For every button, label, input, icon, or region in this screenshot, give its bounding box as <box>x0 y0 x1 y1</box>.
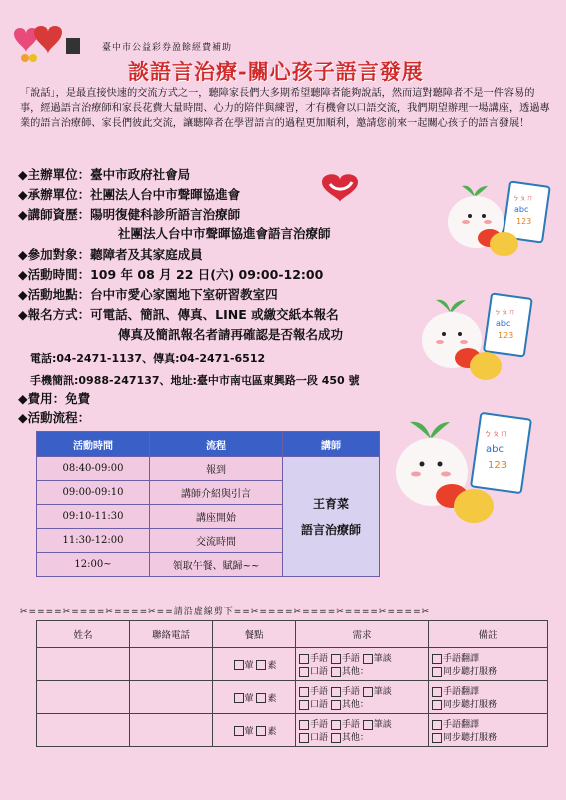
checkbox[interactable] <box>363 720 373 730</box>
meal-options <box>213 714 296 747</box>
notes-options <box>429 681 548 714</box>
notes-options <box>429 714 548 747</box>
checkbox[interactable] <box>432 700 442 710</box>
phone-field[interactable] <box>130 714 213 747</box>
checkbox[interactable] <box>432 654 442 664</box>
teacher-cell <box>283 457 380 577</box>
book-text: abc <box>514 205 529 214</box>
checkbox[interactable] <box>234 726 244 736</box>
note-label: 手語翻譯 <box>443 687 480 697</box>
checkbox[interactable] <box>363 654 373 664</box>
meal-veg-label: 素 <box>267 726 277 737</box>
schedule-item-cell: 交流時間 <box>150 529 283 553</box>
signup-line-1: ◆報名方式：可電話、簡訊、傳真、LINE 或繳交紙本報名 <box>18 307 339 322</box>
lecturer-line-1: ◆講師資歷：陽明復健科診所語言治療師 <box>18 207 241 222</box>
schedule-item-cell: 講座開始 <box>150 505 283 529</box>
checkbox[interactable] <box>331 654 341 664</box>
sms-address-line: 手機簡訊:0988-247137、地址:臺中市南屯區東興路一段 450 號 <box>30 374 360 387</box>
name-field[interactable] <box>37 714 130 747</box>
sponsor-text: 臺中市公益彩券盈餘經費補助 <box>102 43 233 53</box>
meal-meat-label: 葷 <box>244 726 254 737</box>
fee-line: ◆費用：免費 <box>18 391 91 406</box>
table-row <box>37 714 548 747</box>
cartoon-character-2 <box>416 290 536 394</box>
schedule-time-cell: 08:40-09:00 <box>37 457 150 481</box>
meal-options <box>213 681 296 714</box>
book-text: 123 <box>488 460 508 471</box>
place-line: ◆活動地點：台中市愛心家園地下室研習教室四 <box>18 287 278 302</box>
flow-line: ◆活動流程： <box>18 410 91 425</box>
checkbox[interactable] <box>299 720 309 730</box>
phone-line: 電話:04-2471-1137、傳真:04-2471-6512 <box>30 352 266 365</box>
phone-field[interactable] <box>130 648 213 681</box>
schedule-header-row <box>37 432 380 457</box>
checkbox[interactable] <box>234 693 244 703</box>
schedule-item-cell: 領取午餐、賦歸~~ <box>150 553 283 577</box>
need-label: 其他： <box>341 667 369 677</box>
name-field[interactable] <box>37 681 130 714</box>
table-row <box>37 648 548 681</box>
note-label: 同步聽打服務 <box>443 667 498 677</box>
checkbox[interactable] <box>256 660 266 670</box>
checkbox[interactable] <box>331 687 341 697</box>
needs-options <box>296 714 429 747</box>
book-text: abc <box>486 444 504 455</box>
need-label: 口語 <box>310 733 329 743</box>
teacher-title: 語言治療師 <box>300 522 361 537</box>
checkbox[interactable] <box>299 687 309 697</box>
need-label: 手語 <box>341 654 360 664</box>
time-line: ◆活動時間：109 年 08 月 22 日(六) 09:00-12:00 <box>18 267 324 282</box>
book-text: abc <box>496 319 511 328</box>
cartoon-character-1 <box>444 178 554 272</box>
schedule-header-time: 活動時間 <box>37 432 150 457</box>
page-title: 談語言治療-關心孩子語言發展 <box>128 59 424 84</box>
sponsor-logo <box>12 20 92 64</box>
checkbox[interactable] <box>331 720 341 730</box>
book-text: ㄅㄆㄇ <box>484 429 508 438</box>
schedule-item-cell: 講師介紹與引言 <box>150 481 283 505</box>
checkbox[interactable] <box>256 693 266 703</box>
organizer-line: ◆主辦單位：臺中市政府社會局 <box>18 167 191 182</box>
schedule-time-cell: 09:10-11:30 <box>37 505 150 529</box>
meal-meat-label: 葷 <box>244 660 254 671</box>
checkbox[interactable] <box>299 700 309 710</box>
checkbox[interactable] <box>432 667 442 677</box>
table-row <box>37 457 380 481</box>
intro-paragraph: 「說話」，是最直接快速的交流方式之一，聽障家長們大多期希望聽障者能夠說話，然而這對聽障者不是一件容易的事，經過語言治療師和家長花費大量時間、心力的陪伴與練習，才有機會以口語交流，我們期望辦理一場講座，透過專業的語言治療師、家長們彼此交流，讓聽障者在學習語言的過程更加順利，邀請您前來一起關心孩子的語言發展！ <box>20 88 550 130</box>
schedule-time-cell: 12:00~ <box>37 553 150 577</box>
note-label: 同步聽打服務 <box>443 733 498 743</box>
host-line: ◆承辦單位：社團法人台中市聲暉協進會 <box>18 187 241 202</box>
meal-veg-label: 素 <box>267 660 277 671</box>
reg-header-phone: 聯絡電話 <box>130 621 213 648</box>
need-label: 口語 <box>310 667 329 677</box>
meal-meat-label: 葷 <box>244 693 254 704</box>
checkbox[interactable] <box>432 733 442 743</box>
checkbox[interactable] <box>432 720 442 730</box>
teacher-name: 王育菜 <box>312 496 349 511</box>
need-label: 筆談 <box>373 720 392 730</box>
checkbox[interactable] <box>363 687 373 697</box>
note-label: 同步聽打服務 <box>443 700 498 710</box>
need-label: 筆談 <box>373 654 392 664</box>
schedule-header-teacher: 講師 <box>283 432 380 457</box>
checkbox[interactable] <box>299 733 309 743</box>
checkbox[interactable] <box>331 667 341 677</box>
reg-header-meal: 餐點 <box>213 621 296 648</box>
checkbox[interactable] <box>432 687 442 697</box>
need-label: 手語 <box>310 687 329 697</box>
association-heart-logo <box>318 172 362 206</box>
registration-table <box>36 620 548 747</box>
note-label: 手語翻譯 <box>443 720 480 730</box>
schedule-header-item: 流程 <box>150 432 283 457</box>
reg-header-notes: 備註 <box>429 621 548 648</box>
note-label: 手語翻譯 <box>443 654 480 664</box>
checkbox[interactable] <box>299 667 309 677</box>
need-label: 手語 <box>341 720 360 730</box>
signup-line-2: 傳真及簡訊報名者請再確認是否報名成功 <box>118 327 344 342</box>
need-label: 手語 <box>310 654 329 664</box>
reg-header-name: 姓名 <box>37 621 130 648</box>
reg-header-needs: 需求 <box>296 621 429 648</box>
need-label: 手語 <box>310 720 329 730</box>
schedule-time-cell: 11:30-12:00 <box>37 529 150 553</box>
book-text: 123 <box>498 331 514 340</box>
meal-options <box>213 648 296 681</box>
schedule-item-cell: 報到 <box>150 457 283 481</box>
need-label: 口語 <box>310 700 329 710</box>
book-text: 123 <box>516 217 532 226</box>
need-label: 其他： <box>341 700 369 710</box>
needs-options <box>296 648 429 681</box>
need-label: 手語 <box>341 687 360 697</box>
book-text: ㄅㄆㄇ <box>512 194 533 202</box>
meal-veg-label: 素 <box>267 693 277 704</box>
checkbox[interactable] <box>299 654 309 664</box>
checkbox[interactable] <box>256 726 266 736</box>
book-text: ㄅㄆㄇ <box>494 308 515 316</box>
checkbox[interactable] <box>331 700 341 710</box>
name-field[interactable] <box>37 648 130 681</box>
needs-options <box>296 681 429 714</box>
table-row <box>37 681 548 714</box>
checkbox[interactable] <box>331 733 341 743</box>
need-label: 筆談 <box>373 687 392 697</box>
lecturer-line-2: 社團法人台中市聲暉協進會語言治療師 <box>118 226 331 241</box>
notes-options <box>429 648 548 681</box>
audience-line: ◆參加對象：聽障者及其家庭成員 <box>18 247 203 262</box>
checkbox[interactable] <box>234 660 244 670</box>
schedule-time-cell: 09:00-09:10 <box>37 481 150 505</box>
registration-header-row <box>37 621 548 648</box>
cartoon-character-3 <box>388 410 538 544</box>
schedule-table <box>36 431 380 577</box>
phone-field[interactable] <box>130 681 213 714</box>
need-label: 其他： <box>341 733 369 743</box>
cut-line: ✂====✂====✂====✂==請沿虛線剪下==✂====✂====✂====✂====✂ <box>20 607 431 617</box>
